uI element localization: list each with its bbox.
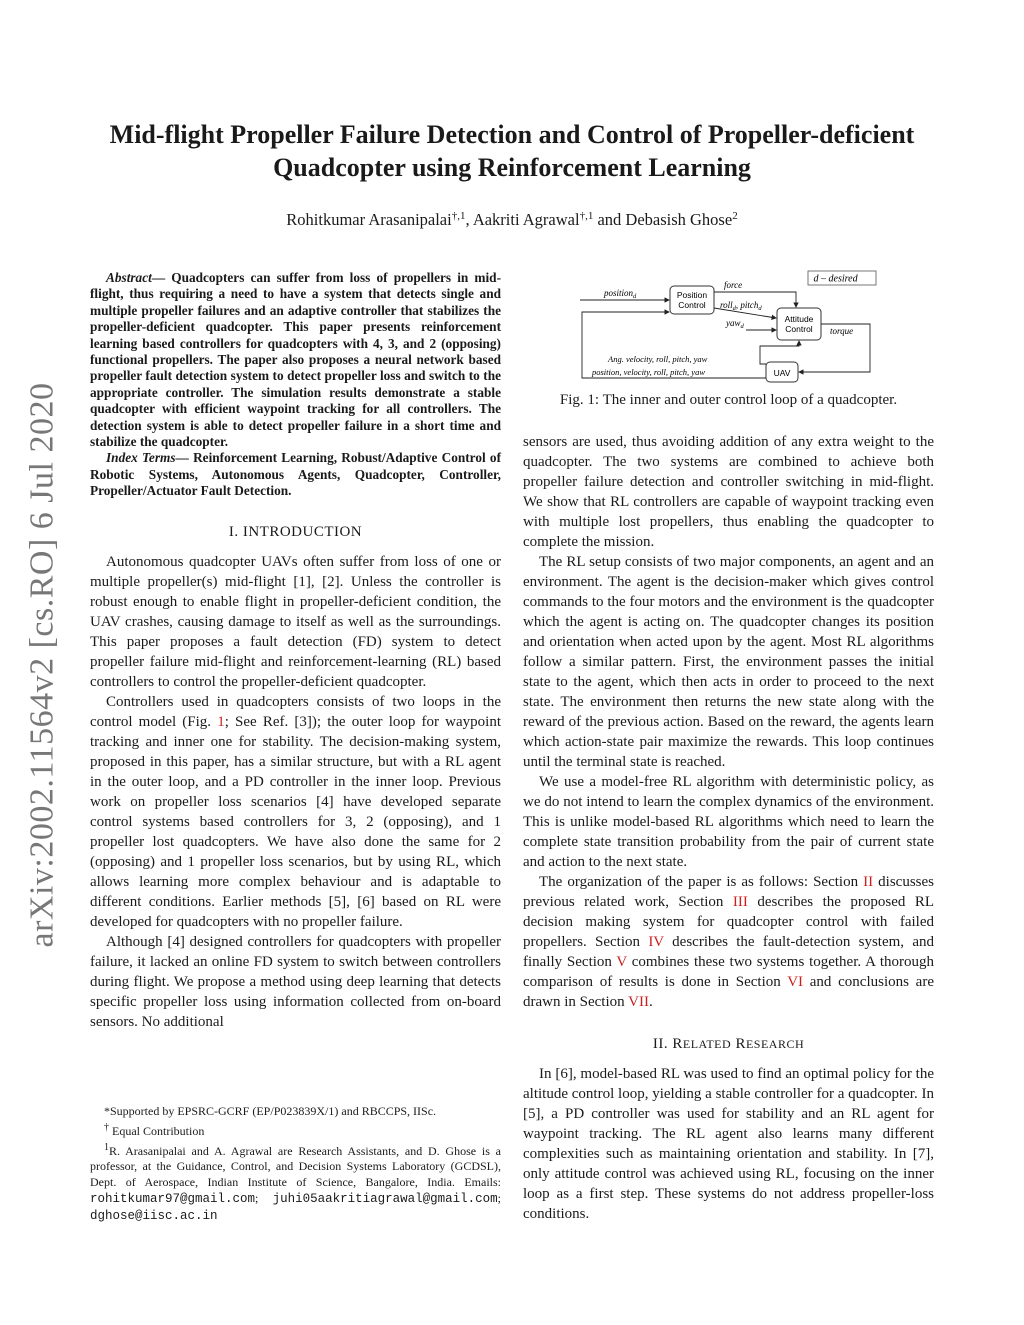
- uav-label: UAV: [773, 368, 791, 378]
- arxiv-stamp: [4, 375, 80, 955]
- footnote-dagger: †: [104, 1121, 109, 1133]
- right-paragraph-3: We use a model-free RL algorithm with deterministic policy, as we do not intend to learn the complex dynamics of the environment. This is unlike model-based RL algorithms which need to learn the complete state transition probability from the pair of current state and action to the next state.: [523, 774, 934, 870]
- label-pitch-base: , pitch: [735, 300, 759, 310]
- abstract-dash: —: [151, 270, 172, 285]
- author-3-affil: 2: [732, 210, 738, 222]
- section-heading-introduction: I. INTRODUCTION: [228, 523, 363, 540]
- control-loop-diagram: [580, 268, 880, 388]
- org-text-a: The organization of the paper is as follows: Section: [539, 874, 864, 890]
- intro-paragraph-2: [90, 692, 501, 932]
- title-line-2: Quadcopter using Reinforcement Learning: [273, 153, 751, 182]
- figure-caption: Fig. 1: The inner and outer control loop of a quadcopter.: [559, 392, 898, 408]
- intro-p2-text-b: ; See Ref. [3]); the outer loop for waypoint tracking and inner one for stability. The decision-making system, proposed in this paper, has a similar structure, but with a RL agent in the outer loop, and a PD controller in the inner loop. Previous work on propeller loss scenarios [4] have developed separate control systems based controllers for 3, 2 (opposing), and 1 propeller lost quadcopters. We have also done the same for 2 (opposing) and 1 propeller loss scenarios, but by using RL, which allows learning more complex behaviour and is adaptable to different conditions. Earlier methods [5], [6] based on RL were developed for quadcopters with no propeller failure.: [90, 713, 501, 930]
- footnote-affiliation-text: R. Arasanipalai and A. Agrawal are Research Assistants, and D. Ghose is a professor, at the Guidance, Control, and Decision Systems Laboratory (GCDSL), Dept. of Aerospace, Indian Institute of Science, Bangalore, India. Emails:: [90, 1143, 501, 1190]
- paper-title: [60, 118, 964, 184]
- author-3: Debasish Ghose: [625, 210, 733, 229]
- attitude-control-label-2: Control: [785, 324, 813, 334]
- org-text-c: describes the proposed RL decision making system for quadcopter control with failed propellers. Section: [523, 894, 935, 950]
- index-terms-text: Reinforcement Learning, Robust/Adaptive Control of Robotic Systems, Autonomous Agents, Quadcopter, Controller, Propeller/Actuator Fault Detection.: [90, 450, 502, 499]
- index-terms: [90, 450, 501, 499]
- section-ref-ii[interactable]: II: [863, 874, 874, 890]
- figure-ref-link[interactable]: 1: [217, 713, 225, 730]
- index-terms-label: Index Terms: [106, 450, 176, 466]
- left-column: [90, 270, 501, 1032]
- intro-paragraph-3: Although [4] designed controllers for quadcopters with propeller failure, it lacked an online FD system to switch between controllers during flight. We propose a method using deep learning that detects specific propeller loss using information collected from on-board sensors. No additional: [90, 933, 501, 1030]
- author-2-affil: †,1: [579, 210, 594, 222]
- label-yaw-sub: d: [740, 323, 744, 330]
- section-ref-iii[interactable]: III: [732, 894, 748, 910]
- label-position-d-sub: d: [633, 293, 637, 300]
- label-yaw-base: yaw: [726, 318, 741, 328]
- right-paragraph-1: sensors are used, thus avoiding addition of any extra weight to the quadcopter. The two systems are combined to achieve both propeller failure detection and controller switching in mid-flight. We show that RL controllers are capable of waypoint tracking even with multiple lost propellers, thus enabling the quadcopter to complete the mission.: [523, 434, 934, 550]
- related-paragraph-1: In [6], model-based RL was used to find an optimal policy for the altitude control loop, yielding a stable controller for a quadcopter. In [5], a PD controller was used for stability and an RL agent for waypoint tracking. The RL agent also learns many different complexities such as maintaining orientation and stability. In [7], only attitude control was achieved using RL, focusing on the inner loop as a first step. These systems do not address propeller-loss conditions.: [523, 1066, 934, 1222]
- author-2: Aakriti Agrawal: [472, 210, 580, 229]
- label-torque: torque: [830, 326, 854, 336]
- section-ref-v[interactable]: V: [616, 954, 627, 970]
- sec2-r: R: [731, 1036, 746, 1052]
- author-sep-2: and: [593, 210, 626, 229]
- abstract-label: Abstract: [106, 270, 152, 285]
- label-position-d: [603, 288, 637, 300]
- label-roll-sub: d: [732, 305, 736, 312]
- org-text-f: and conclusions are drawn in Section: [523, 974, 934, 1010]
- abstract-text: Quadcopters can suffer from loss of propellers in mid-flight, thus requiring a need to have a system that detects single and multiple propeller failures and an adaptive controller that stabilizes the propeller-deficient quadcopter. This paper presents reinforcement learning based controllers for quadcopters with 4, 3, and 2 (opposing) functional propellers. The paper also proposes a neural network based propeller fault detection system to detect propeller loss and switch to the appropriate controller. The simulation results demonstrate a stable quadcopter with efficient waypoint tracking for all controllers. The detection system is able to detect propeller failure in a short time and stabilize the quadcopter.: [90, 270, 502, 450]
- position-control-label-1: Position: [676, 290, 708, 300]
- org-text-g: .: [648, 994, 653, 1010]
- email-sep-1: ;: [255, 1190, 259, 1205]
- section-ref-vi[interactable]: VI: [787, 974, 804, 990]
- arxiv-id: arXiv:2002.11564v2 [cs.RO] 6 Jul 2020: [23, 382, 61, 948]
- section-ref-iv[interactable]: IV: [648, 934, 664, 950]
- footnote-equal-text: Equal Contribution: [109, 1123, 205, 1138]
- sec2-sc2: ESEARCH: [745, 1037, 805, 1051]
- title-line-1: Mid-flight Propeller Failure Detection and Control of Propeller-deficient: [109, 120, 915, 149]
- section-ref-vii[interactable]: VII: [628, 994, 649, 1010]
- footnote-funding: *Supported by EPSRC-GCRF (EP/P023839X/1) and RBCCPS, IISc.: [104, 1104, 437, 1118]
- sec2-sc1: ELATED: [682, 1037, 732, 1051]
- attitude-control-label-1: Attitude: [784, 314, 814, 324]
- footnote-one: 1: [104, 1141, 109, 1153]
- author-1: Rohitkumar Arasanipalai: [286, 210, 452, 229]
- label-yaw-d: [725, 318, 745, 330]
- footnotes: [90, 1104, 501, 1225]
- email-1[interactable]: rohitkumar97@gmail.com: [90, 1191, 256, 1206]
- org-text-d: describes the fault-detection system, and finally Section: [523, 934, 934, 970]
- right-column: [523, 432, 934, 1224]
- intro-paragraph-1: Autonomous quadcopter UAVs often suffer from loss of one or multiple propeller(s) mid-flight [1], [2]. Unless the controller is robust enough to enable flight in propeller-deficient condition, the UAV crashes, causing damage to itself as well as the surroundings. This paper proposes a fault detection (FD) system to detect propeller failure mid-flight and reinforcement-learning (RL) based controllers to control the propeller-deficient quadcopter.: [90, 553, 501, 690]
- position-control-label-2: Control: [678, 300, 706, 310]
- label-feedback-inner: Ang. velocity, roll, pitch, yaw: [608, 354, 708, 364]
- index-terms-dash: —: [175, 450, 194, 466]
- author-list: [60, 210, 964, 230]
- email-3[interactable]: dghose@iisc.ac.in: [90, 1208, 218, 1223]
- label-feedback-outer: position, velocity, roll, pitch, yaw: [592, 367, 706, 377]
- label-position-d-base: position: [604, 288, 634, 298]
- footnote-equal: [90, 1120, 501, 1140]
- intro-p2-text-a: Controllers used in quadcopters consists of two loops in the control model (Fig.: [90, 693, 501, 730]
- legend-text: d – desired: [811, 273, 858, 285]
- figure-control-loop: [580, 268, 880, 388]
- org-text-e: combines these two systems together. A thorough comparison of results is done in Section: [523, 954, 934, 990]
- email-sep-2: ;: [497, 1190, 501, 1205]
- org-text-b: discusses previous related work, Section: [523, 874, 934, 910]
- footnote-affiliation: [90, 1140, 501, 1225]
- right-paragraph-4: [523, 872, 934, 1012]
- section-heading-related-research: [523, 1034, 934, 1054]
- arrow-inner-feedback: [760, 341, 799, 364]
- author-sep-1: ,: [465, 210, 473, 229]
- sec2-num: II. R: [652, 1036, 683, 1052]
- label-roll-base: roll: [720, 300, 733, 310]
- label-force: force: [724, 280, 743, 290]
- right-paragraph-2: The RL setup consists of two major components, an agent and an environment. The agent is the decision-maker which gives control commands to the four motors and the environment is the quadcopter which the agent is acting on. The quadcopter changes its position and orientation when acted upon by the agent. Most RL algorithms follow a similar pattern. First, the environment passes the initial state to the agent, which then acts in order to proceed to the next state. The environment then returns the new state along with the reward of the previous action. Based on the reward, the agents learn which action-state pair maximize the rewards. This loop continues until the terminal state is reached.: [523, 554, 934, 770]
- label-pitch-sub: d: [758, 305, 762, 312]
- abstract: [90, 270, 501, 450]
- author-1-affil: †,1: [451, 210, 466, 222]
- email-2[interactable]: juhi05aakritiagrawal@gmail.com: [272, 1191, 498, 1206]
